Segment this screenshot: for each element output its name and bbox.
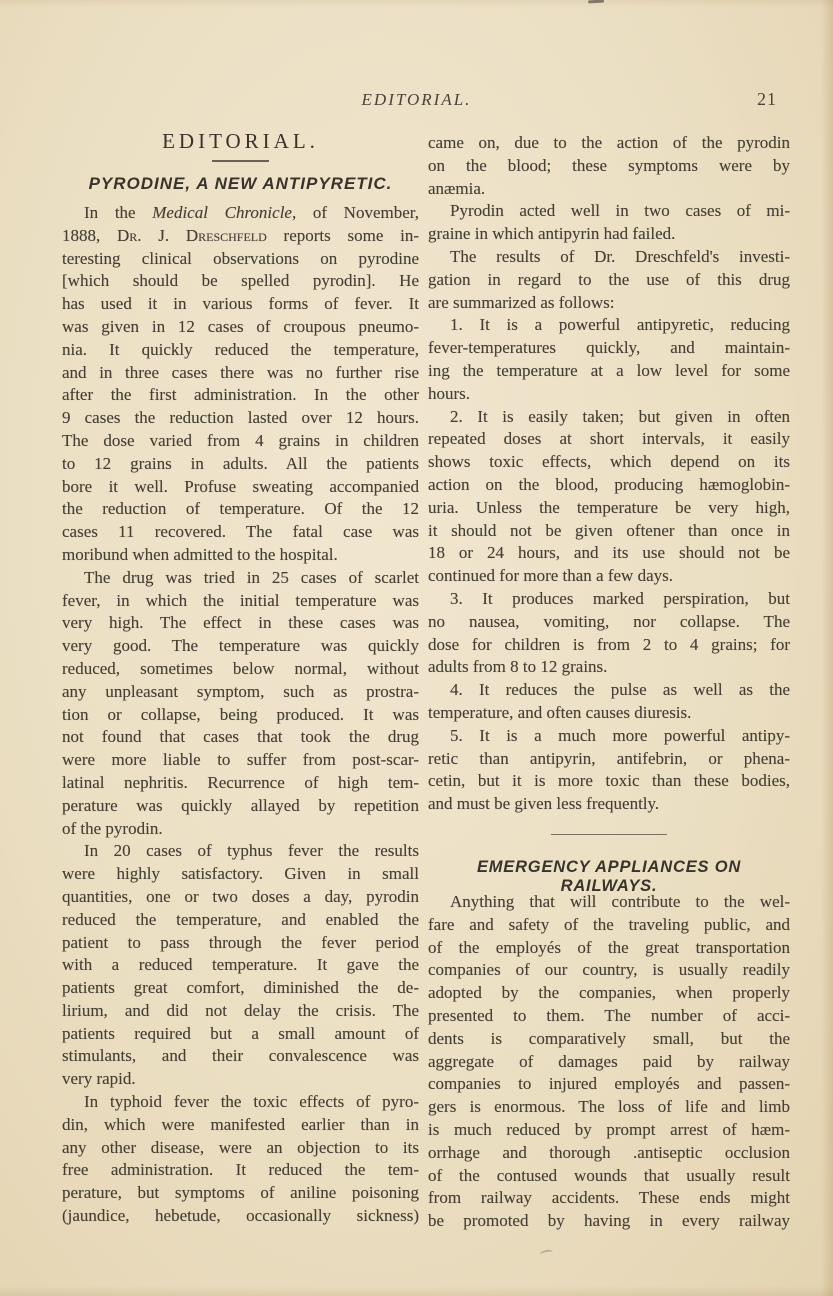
text-line: has used it in various forms of fever. It bbox=[62, 294, 419, 314]
text-line: fever, in which the initial temperature was bbox=[62, 590, 419, 610]
article-heading-pyrodine: PYRODINE, A NEW ANTIPYRETIC. bbox=[88, 174, 393, 193]
text-line: free administration. It reduced the tem- bbox=[62, 1160, 419, 1180]
text-line: after the first administration. In the other bbox=[62, 385, 419, 405]
text-line: anæmia. bbox=[428, 178, 486, 198]
text-line: of the contused wounds that usually result bbox=[428, 1165, 790, 1185]
text-line: patients great comfort, diminished the de- bbox=[62, 978, 419, 998]
text-line: In typhoid fever the toxic effects of pyro- bbox=[84, 1092, 419, 1112]
author-smallcaps: Dr. J. Dreschfeld bbox=[116, 225, 267, 245]
text-line: came on, due to the action of the pyrodin bbox=[428, 133, 790, 152]
text-run: 1888, bbox=[62, 225, 117, 245]
text-line: patient to pass through the fever period bbox=[62, 932, 419, 952]
text-line: Pyrodin acted well in two cases of mi- bbox=[450, 201, 790, 221]
running-head: EDITORIAL. bbox=[361, 90, 472, 109]
text-line: cetin, but it is more toxic than these bodies, bbox=[428, 771, 790, 791]
text-line: 5. It is a much more powerful antipy- bbox=[450, 725, 790, 745]
text-line: gers is enormous. The loss of life and limb bbox=[428, 1097, 790, 1117]
text-line: of the employés of the great transportation bbox=[428, 937, 790, 957]
text-line: lirium, and did not delay the crisis. The bbox=[62, 1000, 419, 1020]
right-column bbox=[428, 132, 790, 816]
text-line: tion or collapse, being produced. It was bbox=[62, 704, 419, 724]
text-line: ing the temperature at a low level for some bbox=[428, 360, 790, 380]
text-line: reduced the temperature, and enabled the bbox=[62, 909, 419, 929]
text-line: Anything that will contribute to the wel- bbox=[450, 892, 790, 911]
text-line: graine in which antipyrin had failed. bbox=[428, 224, 676, 244]
right-column-railways bbox=[428, 891, 790, 1233]
text-line: din, which were manifested earlier than in bbox=[62, 1114, 419, 1134]
text-line: adopted by the companies, when properly bbox=[428, 983, 790, 1003]
text-run: , of November, bbox=[291, 203, 420, 222]
text-line: latinal nephritis. Recurrence of high tem- bbox=[62, 772, 419, 792]
text-line: it should not be given oftener than once in bbox=[428, 520, 790, 540]
text-line: no nausea, vomiting, nor collapse. The bbox=[428, 611, 790, 631]
text-line: be promoted by having in every railway bbox=[428, 1211, 790, 1231]
text-line: on the blood; these symptoms were by bbox=[428, 155, 790, 175]
text-line: The dose varied from 4 grains in children bbox=[62, 430, 419, 450]
scan-artifact-top bbox=[588, 0, 604, 3]
text-line: any other disease, were an objection to its bbox=[62, 1137, 419, 1157]
text-line: 9 cases the reduction lasted over 12 hours. bbox=[62, 408, 419, 428]
text-line: stimulants, and their convalescence was bbox=[62, 1046, 419, 1066]
text-line: with a reduced temperature. It gave the bbox=[62, 955, 419, 975]
text-line: repeated doses at short intervals, it easily bbox=[428, 429, 790, 449]
text-line: moribund when admitted to the hospital. bbox=[62, 544, 338, 564]
text-line: the reduction of temperature. Of the 12 bbox=[62, 499, 419, 519]
text-line: adults from 8 to 12 grains. bbox=[428, 657, 608, 677]
text-line: continued for more than a few days. bbox=[428, 566, 673, 586]
text-line: retic than antipyrin, antifebrin, or phena- bbox=[428, 748, 790, 768]
text-line: aggregate of damages paid by railway bbox=[428, 1051, 790, 1071]
text-line: cases 11 recovered. The fatal case was bbox=[62, 522, 419, 542]
text-line: uria. Unless the temperature be very high, bbox=[428, 497, 790, 517]
text-line: very high. The effect in these cases was bbox=[62, 613, 419, 633]
text-line: not found that cases that took the drug bbox=[62, 727, 419, 747]
text-line: and must be given less frequently. bbox=[428, 794, 660, 814]
text-line: (jaundice, hebetude, occasionally sickness) bbox=[62, 1206, 419, 1226]
text-line: dose for children is from 2 to 4 grains; for bbox=[428, 634, 790, 654]
text-line: very rapid. bbox=[62, 1069, 136, 1089]
text-line: reduced, sometimes below normal, without bbox=[62, 658, 419, 678]
text-line: are summarized as follows: bbox=[428, 292, 615, 312]
text-line: bore it well. Profuse sweating accompanied bbox=[62, 476, 419, 496]
text-line: 2. It is easily taken; but given in often bbox=[450, 406, 790, 426]
text-line: patients required but a small amount of bbox=[62, 1023, 419, 1043]
text-line bbox=[62, 225, 419, 248]
text-line bbox=[62, 202, 419, 225]
text-line: was given in 12 cases of croupous pneumo- bbox=[62, 316, 419, 336]
text-line: The drug was tried in 25 cases of scarlet bbox=[84, 567, 419, 587]
text-line: is much reduced by prompt arrest of hæm- bbox=[428, 1119, 790, 1139]
section-rule bbox=[212, 160, 269, 162]
text-line: quantities, one or two doses a day, pyrodin bbox=[62, 886, 419, 906]
text-line: very good. The temperature was quickly bbox=[62, 636, 419, 656]
text-line: and in three cases there was no further rise bbox=[62, 362, 419, 382]
section-divider bbox=[551, 834, 667, 835]
text-line: shows toxic effects, which depend on its bbox=[428, 452, 790, 472]
text-line: companies of our country, is usually readily bbox=[428, 960, 790, 980]
text-line: orrhage and thorough .antiseptic occlusion bbox=[428, 1142, 790, 1162]
text-line: 18 or 24 hours, and its use should not be bbox=[428, 543, 790, 563]
text-line: were more liable to suffer from post-scar- bbox=[62, 750, 419, 770]
text-line: teresting clinical observations on pyrodine bbox=[62, 248, 419, 268]
text-run: reports some in- bbox=[266, 225, 419, 245]
text-line: dents is comparatively small, but the bbox=[428, 1028, 790, 1048]
page-number: 21 bbox=[757, 89, 777, 109]
text-line: nia. It quickly reduced the temperature, bbox=[62, 339, 419, 359]
text-line: any unpleasant symptom, such as prostra- bbox=[62, 681, 419, 701]
text-line: gation in regard to the use of this drug bbox=[428, 269, 790, 289]
text-line: [which should be spelled pyrodin]. He bbox=[62, 271, 419, 291]
text-line: from railway accidents. These ends might bbox=[428, 1188, 790, 1208]
text-line: fever-temperatures quickly, and maintain- bbox=[428, 338, 790, 358]
text-line: perature was quickly allayed by repetition bbox=[62, 795, 419, 815]
text-line: 3. It produces marked perspiration, but bbox=[450, 588, 790, 608]
text-line: action on the blood, producing hæmoglobin- bbox=[428, 474, 790, 494]
text-line: 1. It is a powerful antipyretic, reducing bbox=[450, 315, 790, 335]
text-line: of the pyrodin. bbox=[62, 818, 163, 838]
text-line: 4. It reduces the pulse as well as the bbox=[450, 680, 790, 700]
left-column bbox=[62, 202, 419, 1228]
text-line: companies to injured employés and passen- bbox=[428, 1074, 790, 1094]
text-line: In 20 cases of typhus fever the results bbox=[84, 841, 419, 861]
text-line: The results of Dr. Dreschfeld's investi- bbox=[450, 246, 790, 266]
journal-title-italic: Medical Chronicle bbox=[152, 203, 292, 222]
scan-artifact-bottom bbox=[539, 1249, 553, 1259]
text-line: temperature, and often causes diuresis. bbox=[428, 702, 692, 722]
text-line: fare and safety of the traveling public, and bbox=[428, 914, 790, 934]
text-line: presented to them. The number of acci- bbox=[428, 1005, 790, 1025]
section-heading: EDITORIAL. bbox=[162, 129, 319, 153]
text-line: perature, but symptoms of aniline poisoning bbox=[62, 1183, 419, 1203]
text-line: were highly satisfactory. Given in small bbox=[62, 864, 419, 884]
text-line: hours. bbox=[428, 383, 471, 403]
text-run: In the bbox=[84, 203, 153, 222]
text-line: to 12 grains in adults. All the patients bbox=[62, 453, 419, 473]
article-heading-railways: EMERGENCY APPLIANCES ON RAILWAYS. bbox=[476, 858, 742, 895]
